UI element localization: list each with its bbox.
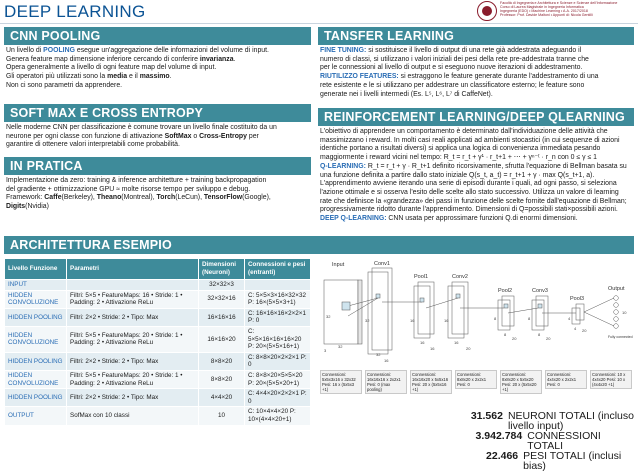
dim-cell: 16×16×16	[199, 308, 245, 326]
dim-label: 10	[622, 310, 627, 315]
cnn-architecture-diagram	[318, 258, 636, 406]
params-cell: Filtri: 5×5 • FeatureMaps: 16 • Stride: 1 • Padding: 2 • Attivazione ReLu	[67, 290, 199, 308]
label-input: Input	[332, 262, 345, 268]
params-cell: Filtri: 5×5 • FeatureMaps: 20 • Stride: 1 • Padding: 2 • Attivazione ReLu	[67, 370, 199, 388]
dim-label: 20	[546, 336, 551, 341]
total-row	[455, 431, 638, 451]
input-volume	[324, 280, 358, 344]
params-cell: Filtri: 2×2 • Stride: 2 • Tipo: Max	[67, 308, 199, 326]
caption-conv2: Connessioni: 16x16x20 x 5x5x16 Pesi: 20 x (5x5x16 +1)	[410, 370, 452, 394]
cnn-pooling-header: CNN POOLING	[4, 27, 311, 45]
dim-label: 32	[326, 314, 331, 319]
layer-cell: HIDDEN CONVOLUZIONE	[5, 290, 67, 308]
university-header	[477, 1, 635, 21]
dim-label: 16	[430, 346, 435, 351]
dim-label: 4	[568, 316, 571, 321]
output-neuron	[614, 324, 619, 329]
university-text	[500, 1, 635, 17]
uni-line: Facoltà di Ingegneria e Architettura e Scienze e Scienze dell'Informazione	[500, 1, 618, 5]
conn-cell: C: 16×16×16×2×2×1 P: 0	[245, 308, 311, 326]
params-cell: SofMax con 10 classi	[67, 407, 199, 425]
uni-line: Ingegneria (EDO) • Machine Learning • A.A. 2017/2018	[500, 9, 588, 14]
conn-cell: C: 8×8×20×5×5×20 P: 20×(5×5×20+1)	[245, 370, 311, 388]
dim-cell: 32×32×3	[199, 280, 245, 291]
dim-cell: 8×8×20	[199, 352, 245, 370]
dim-label: 32	[338, 344, 343, 349]
conn-cell: C: 4×4×20×2×2×1 P: 0	[245, 389, 311, 407]
input-volume-depth	[358, 280, 362, 344]
dim-cell: 8×8×20	[199, 370, 245, 388]
output-neuron	[614, 310, 619, 315]
params-cell	[67, 280, 199, 291]
conv1-volume	[368, 272, 388, 354]
university-seal-icon	[477, 1, 497, 21]
table-header-row	[5, 259, 311, 280]
output-neuron	[614, 303, 619, 308]
caption-pool2: Connessioni: 8x8x20 x 2x2x1 Pesi: 0	[455, 370, 497, 389]
dim-label: 20	[466, 346, 471, 351]
uni-line: Professor: Prof. Davide Maltoni • Appunti di: Nicola Gentilli	[500, 13, 593, 18]
dim-label: 3	[324, 348, 327, 353]
uni-line: Corso di Laurea Magistrale in Ingegneria Informatica	[500, 5, 584, 10]
dim-label: 8	[538, 332, 541, 337]
layer-cell: HIDDEN POOLING	[5, 308, 67, 326]
col-header: Dimensioni (Neuroni)	[199, 259, 245, 280]
conn-cell	[245, 280, 311, 291]
dim-label: 4	[574, 326, 577, 331]
output-neuron	[614, 317, 619, 322]
label-pool2: Pool2	[498, 288, 513, 294]
params-cell: Filtri: 2×2 • Stride: 2 • Tipo: Max	[67, 352, 199, 370]
dim-label: 8	[528, 316, 531, 321]
params-cell: Filtri: 5×5 • FeatureMaps: 20 • Stride: 1 • Padding: 2 • Attivazione ReLu	[67, 326, 199, 352]
softmax-text: Nelle moderne CNN per classificazione è comune trovare un livello finale costituito da un neurone per ogni classe con funzione di attivazione SoftMax o Cross-Entropy per garantire di ottenere valori interpretabili come probabilità.	[6, 124, 277, 149]
total-row	[455, 411, 638, 431]
dim-label: 20	[512, 336, 517, 341]
in-pratica-text: Implementazione da zero: training & inference architetture + training backpropagation del gradiente + ottimizzazione GPU ≈ molte risorse tempo per sviluppo e debug. Framework: Caffe(Berkeley), Theano(Montreal), Torch(LeCun), TensorFlow(Google), Digits(Nvidia)	[6, 177, 271, 211]
layer-cell: HIDDEN POOLING	[5, 352, 67, 370]
dim-label: 16	[444, 318, 449, 323]
col-header: Parametri	[67, 259, 199, 280]
conn-cell: C: 10×4×4×20 P: 10×(4×4×20+1)	[245, 407, 311, 425]
dim-cell: 32×32×16	[199, 290, 245, 308]
dim-label: 16	[454, 340, 459, 345]
layer-cell: INPUT	[5, 280, 67, 291]
label-conv1: Conv1	[374, 261, 390, 267]
pool1-volume	[414, 286, 430, 338]
dim-label: 8	[494, 316, 497, 321]
dim-label: 32	[376, 352, 381, 357]
transfer-learning-text: FINE TUNING: si sostituisce il livello di output di una rete già addestrata adeguando il numero di classi, si utilizzano i valori iniziali dei pesi della rete pre-addestrata tranne che per le connessioni al livello di output e si eseguono nuove iterazioni di addestramento. RIUTILIZZO FEATURES: si estraggono le feature generate durante l'addestramento di una rete esistente e le si utilizzano per addestrare un classificatore esterno; le feature sono generate nei i livelli intermedi (Es. L⁵, L⁶, L⁷ di CaffeNet).	[320, 47, 599, 98]
caption-pool3: Connessioni: 4x4x20 x 2x2x1 Pesi: 0	[545, 370, 587, 389]
total-row	[455, 451, 638, 471]
filter-window	[456, 294, 460, 298]
filter-window	[420, 298, 424, 302]
dim-label: 20	[582, 328, 587, 333]
layer-cell: HIDDEN POOLING	[5, 389, 67, 407]
label-pool1: Pool1	[414, 274, 429, 280]
layer-cell: HIDDEN CONVOLUZIONE	[5, 370, 67, 388]
dim-label: 8	[504, 332, 507, 337]
label-fully: Fully connected	[608, 335, 633, 339]
table-row	[5, 407, 311, 425]
cnn-pooling-text: Un livello di POOLING esegue un'aggregazione delle informazioni del volume di input. Genera feature map dimensione inferiore cercando di conferire invarianza. Opera generalmente a livello di ogni feature map del volume di input. Gli operatori più utilizzati sono la media e il massimo. Non ci sono parametri da apprendere.	[6, 47, 269, 89]
reinforcement-text: L'obiettivo di apprendere un comportamento è determinato dall'individuazione delle attività che massimizzano i reward. In molti casi reali applicati ad ambienti stocastici (in cui sequenze di azioni identiche portano a risultati diversi) si applica una logica di convenienza immediata pesando maggiormente i reward vicini nel tempo: R_t = r_t + γ¹ · r_t+1 + ⋯ + γⁿ⁻ᵗ · r_n con 0 ≤ γ ≤ 1 Q-LEARNING: R_t = r_t + γ · R_t+1 definito ricorsivamente, sfrutta l'equazione di Bellman basata su una funzione definita a partire dallo stato iniziale Q(s_t, a_t) = r_t+1 + γ · max Q(s_t+1, a). L'apprendimento avviene iterando una serie di episodi durante i quali, ad ogni passo, si seleziona l'azione ottimale e si osserva l'esito delle scelte allo stato successivo. Utilizza un valore di learning rate che definisce la «grandezza» dei passi in funzione delle scelte fornite dall'equazione di Bellman; progressivamente ridotto durante l'apprendimento. Dimensioni di Q=possibili stati×possibili azioni. DEEP Q-LEARNING: CNN usata per approssimare funzioni Q.di enormi dimensioni.	[320, 128, 627, 223]
top-bar	[0, 0, 638, 24]
table-row	[5, 308, 311, 326]
filter-window	[342, 302, 350, 310]
total-neurons-label: NEURONI TOTALI (incluso livello input)	[507, 410, 634, 432]
caption-output: Connessioni: 10 x 4x4x20 Pesi: 10 x (4x4x20 +1)	[590, 370, 632, 389]
total-weights-value: 22.466	[486, 450, 519, 462]
dim-cell: 10	[199, 407, 245, 425]
filter-window	[538, 304, 542, 308]
totals-block	[455, 411, 638, 471]
softmax-header: SOFT MAX E CROSS ENTROPY	[4, 104, 311, 122]
total-weights-label: PESI TOTALI (inclusi bias)	[523, 450, 622, 472]
col-header: Connessioni e pesi (entranti)	[245, 259, 311, 280]
conn-cell: C: 5×5×16×16×16×20 P: 20×(5×5×16+1)	[245, 326, 311, 352]
table-row	[5, 326, 311, 352]
label-conv2: Conv2	[452, 274, 468, 280]
architettura-header: ARCHITETTURA ESEMPIO	[4, 236, 634, 254]
conn-cell: C: 5×5×3×16×32×32 P: 16×(5×5×3+1)	[245, 290, 311, 308]
page-title: DEEP LEARNING	[4, 2, 146, 21]
output-neuron	[614, 296, 619, 301]
label-conv3: Conv3	[532, 288, 548, 294]
dim-label: 16	[420, 340, 425, 345]
filter-window	[376, 294, 380, 298]
label-pool3: Pool3	[570, 296, 585, 302]
caption-conv3: Connessioni: 8x8x20 x 5x5x20 Pesi: 20 x (5x5x20 +1)	[500, 370, 542, 394]
total-connections-label: CONNESSIONI TOTALI	[527, 430, 601, 452]
label-output: Output	[608, 286, 625, 292]
total-neurons-value: 31.562	[470, 410, 503, 422]
table-row	[5, 352, 311, 370]
architecture-table	[4, 258, 311, 426]
dim-cell: 16×16×20	[199, 326, 245, 352]
caption-pool1: Connessioni: 16x16x16 x 2x2x1 Pesi: 0 (max pooling)	[365, 370, 407, 394]
params-cell: Filtri: 2×2 • Stride: 2 • Tipo: Max	[67, 389, 199, 407]
table-row	[5, 280, 311, 291]
fc-connection	[584, 298, 614, 312]
table-row	[5, 370, 311, 388]
filter-window	[504, 304, 508, 308]
layer-cell: HIDDEN CONVOLUZIONE	[5, 326, 67, 352]
layer-cell: OUTPUT	[5, 407, 67, 425]
table-row	[5, 389, 311, 407]
total-connections-value: 3.942.784	[475, 430, 523, 442]
col-header: Livello Funzione	[5, 259, 67, 280]
transfer-learning-header: TANSFER LEARNING	[318, 27, 634, 45]
dim-label: 16	[410, 318, 415, 323]
dim-cell: 4×4×20	[199, 389, 245, 407]
conn-cell: C: 8×8×20×2×2×1 P: 0	[245, 352, 311, 370]
dim-label: 16	[384, 358, 389, 363]
dim-label: 32	[365, 318, 370, 323]
in-pratica-header: IN PRATICA	[4, 157, 311, 175]
table-row	[5, 290, 311, 308]
reinforcement-header: REINFORCEMENT LEARNING/DEEP QLEARNING	[318, 108, 634, 126]
caption-conv1: Connessioni: 5x5x3x16 x 32x32 Pesi: 16 x (5x5x3 +1)	[320, 370, 362, 394]
fc-connection	[584, 312, 614, 326]
